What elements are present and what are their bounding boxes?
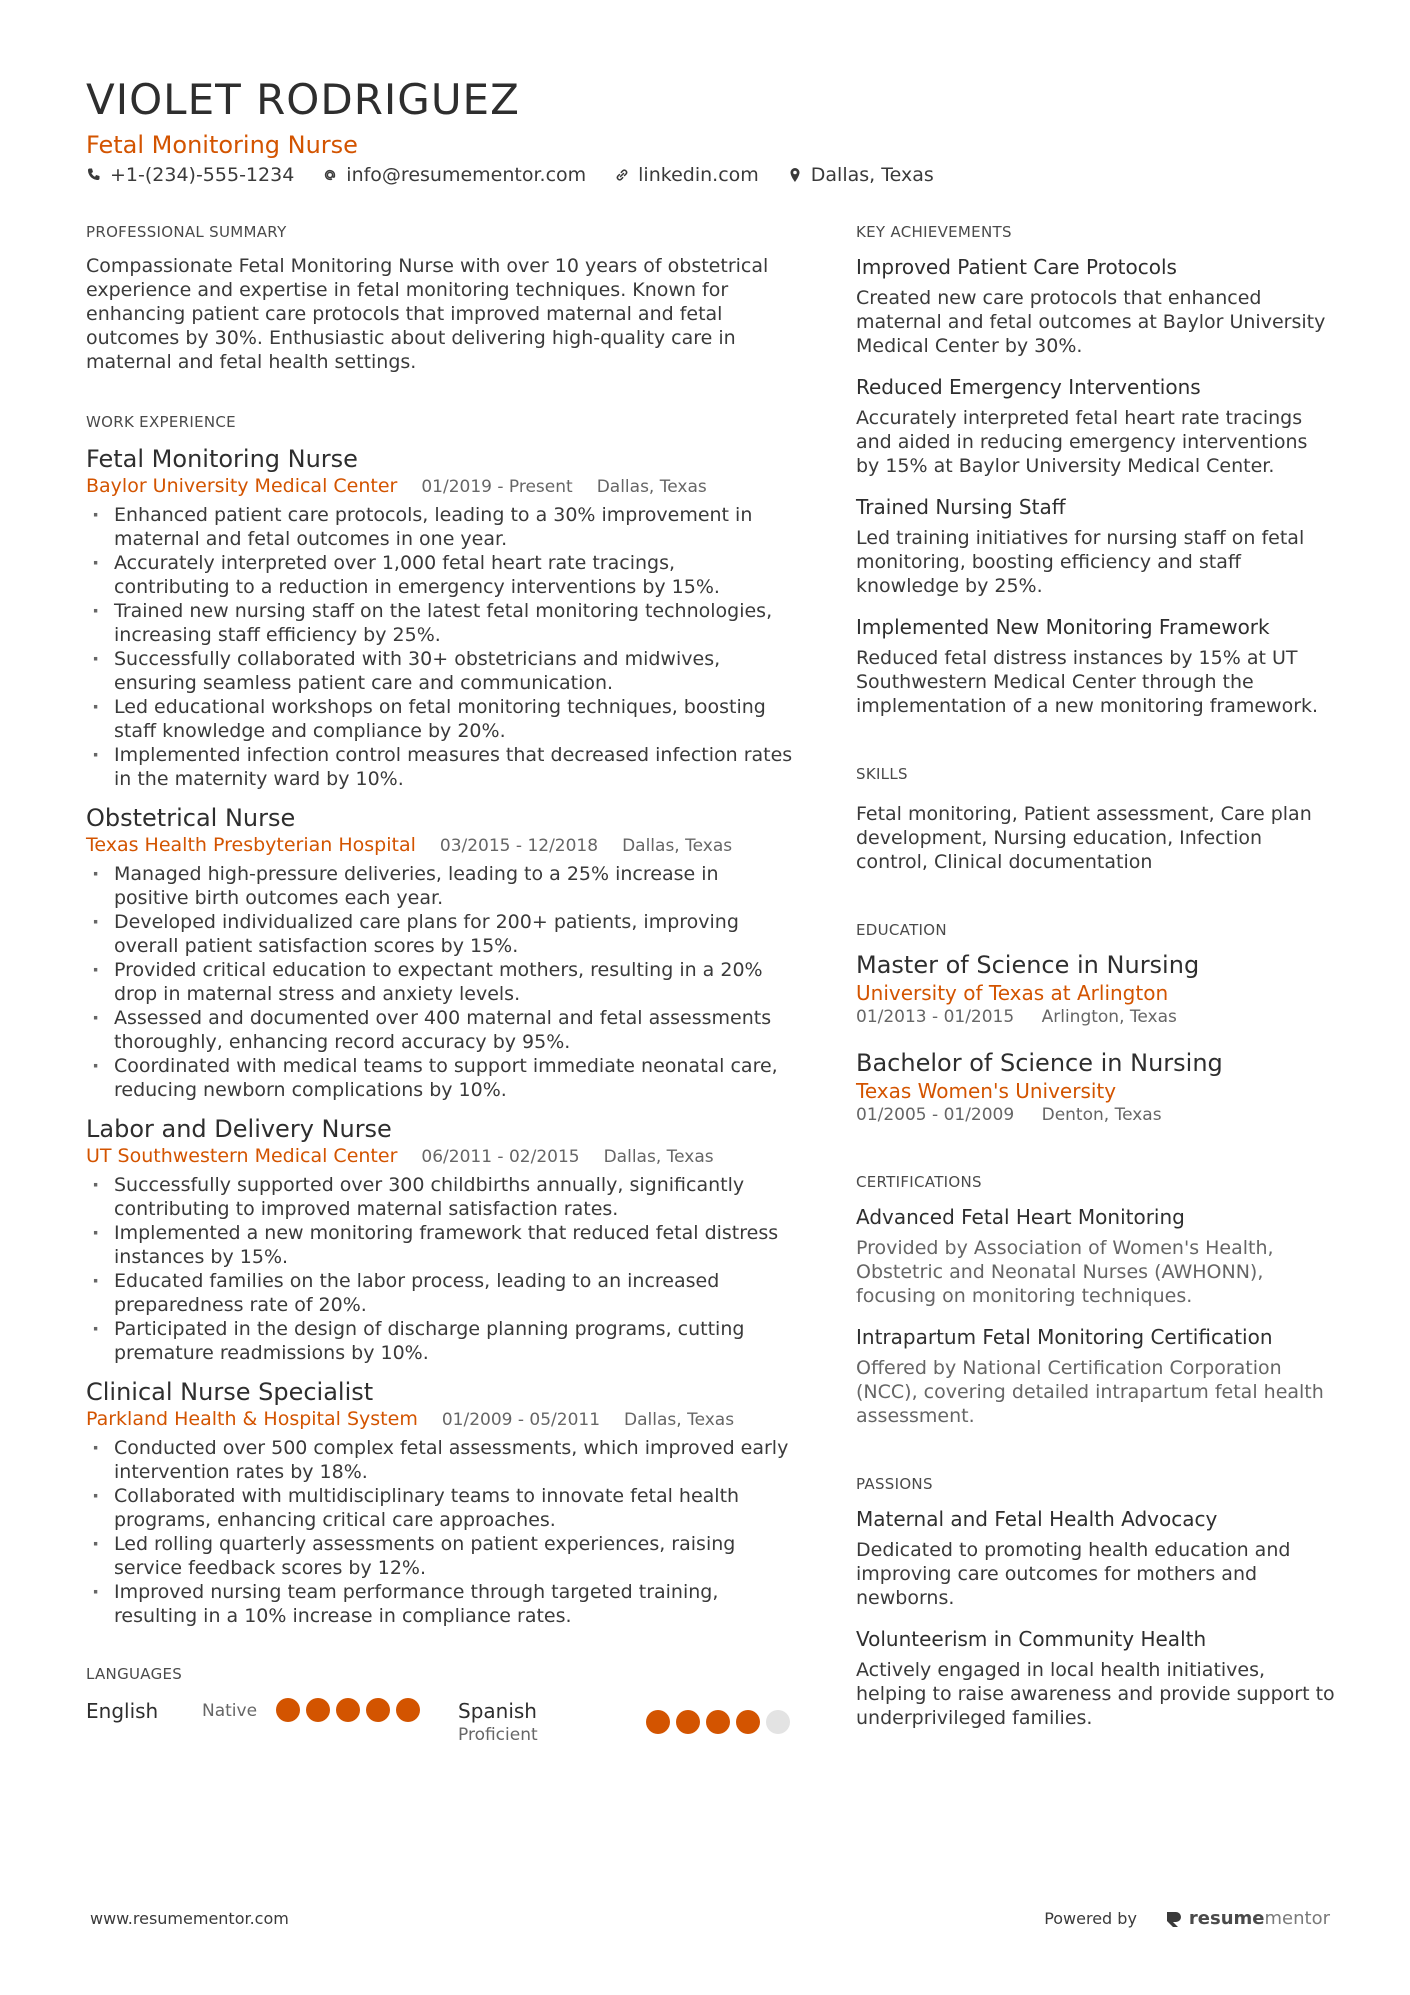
passion-title: Volunteerism in Community Health <box>856 1627 1207 1651</box>
certification-text: Offered by National Certification Corporation (NCC), covering detailed intrapartum fetal health assessment. <box>856 1357 1324 1427</box>
job-bullet: · Led educational workshops on fetal monitoring techniques, boosting staff knowledge and compliance by 20%. <box>86 695 796 743</box>
education-school: University of Texas at Arlington <box>856 981 1169 1005</box>
job-meta <box>86 1144 796 1169</box>
experience-section <box>86 412 796 1628</box>
achievement-item <box>856 374 1336 478</box>
job-entry <box>86 803 796 1102</box>
language-level: Native <box>202 1701 258 1721</box>
resumementor-logo[interactable] <box>1165 1908 1330 1929</box>
job-bullet: · Enhanced patient care protocols, leading to a 30% improvement in maternal and fetal outcomes in one year. <box>86 503 796 551</box>
job-bullet: · Developed individualized care plans for 200+ patients, improving overall patient satisfaction scores by 15%. <box>86 910 796 958</box>
achievement-title: Reduced Emergency Interventions <box>856 375 1201 399</box>
page-footer <box>90 1908 1330 1929</box>
passions-heading: PASSIONS <box>856 1475 933 1493</box>
education-location: Arlington, Texas <box>1041 1007 1177 1027</box>
achievement-title: Trained Nursing Staff <box>856 495 1066 519</box>
contact-phone-text: +1-(234)-555-1234 <box>110 164 295 186</box>
language-spanish <box>458 1698 796 1746</box>
education-item <box>856 950 1336 1028</box>
job-location: Dallas, Texas <box>624 1410 735 1430</box>
contact-location <box>787 164 934 186</box>
education-school: Texas Women's University <box>856 1079 1117 1103</box>
education-degree: Bachelor of Science in Nursing <box>856 1049 1223 1077</box>
job-location: Dallas, Texas <box>603 1147 714 1167</box>
languages-heading: LANGUAGES <box>86 1665 183 1683</box>
job-title: Clinical Nurse Specialist <box>86 1378 374 1406</box>
language-english <box>86 1698 458 1724</box>
job-bullet: · Implemented infection control measures that decreased infection rates in the maternity ward by 10%. <box>86 743 796 791</box>
passion-item <box>856 1506 1336 1610</box>
rating-dot-filled <box>336 1698 360 1722</box>
passions-section <box>856 1474 1336 1730</box>
summary-heading: PROFESSIONAL SUMMARY <box>86 223 287 241</box>
achievement-title: Implemented New Monitoring Framework <box>856 615 1270 639</box>
achievements-section <box>856 222 1336 718</box>
job-title: Obstetrical Nurse <box>86 804 296 832</box>
certifications-section <box>856 1172 1336 1428</box>
phone-icon <box>86 167 102 183</box>
job-bullet: · Educated families on the labor process, leading to an increased preparedness rate of 20%. <box>86 1269 796 1317</box>
languages-section <box>86 1664 796 1746</box>
job-dates: 06/2011 - 02/2015 <box>421 1147 580 1167</box>
job-company: Parkland Health & Hospital System <box>86 1408 418 1430</box>
right-column <box>856 222 1336 1730</box>
link-icon <box>614 167 630 183</box>
contact-email-text: info@resumementor.com <box>346 164 587 186</box>
brand-bold-text: resume <box>1188 1908 1265 1929</box>
achievement-item <box>856 254 1336 358</box>
contact-phone[interactable] <box>86 164 294 186</box>
job-bullet: · Successfully collaborated with 30+ obstetricians and midwives, ensuring seamless patient care and communication. <box>86 647 796 695</box>
rating-dot-filled <box>736 1710 760 1734</box>
education-heading: EDUCATION <box>856 921 947 939</box>
job-bullet: · Improved nursing team performance through targeted training, resulting in a 10% increase in compliance rates. <box>86 1580 796 1628</box>
footer-url-link[interactable]: www.resumementor.com <box>90 1909 289 1928</box>
rating-dot-filled <box>676 1710 700 1734</box>
location-pin-icon <box>787 167 803 183</box>
powered-by-label: Powered by <box>1044 1909 1137 1928</box>
skills-text: Fetal monitoring, Patient assessment, Care plan development, Nursing education, Infection control, Clinical documentation <box>856 803 1312 873</box>
language-name: Spanish <box>458 1699 537 1723</box>
job-entry <box>86 444 796 791</box>
job-company: Baylor University Medical Center <box>86 475 398 497</box>
achievements-heading: KEY ACHIEVEMENTS <box>856 223 1012 241</box>
job-entry <box>86 1377 796 1628</box>
achievement-title: Improved Patient Care Protocols <box>856 255 1177 279</box>
rating-dot-filled <box>396 1698 420 1722</box>
rating-dot-empty <box>766 1710 790 1734</box>
brand-light-text: mentor <box>1264 1908 1330 1929</box>
contact-email[interactable] <box>322 164 586 186</box>
job-bullet: · Managed high-pressure deliveries, leading to a 25% increase in positive birth outcomes each year. <box>86 862 796 910</box>
certification-item <box>856 1204 1336 1308</box>
job-bullet: · Collaborated with multidisciplinary teams to innovate fetal health programs, enhancing critical care approaches. <box>86 1484 796 1532</box>
job-entry <box>86 1114 796 1365</box>
job-bullet: · Accurately interpreted over 1,000 fetal heart rate tracings, contributing to a reduction in emergency interventions by 15%. <box>86 551 796 599</box>
rating-dot-filled <box>646 1710 670 1734</box>
education-dates: 01/2005 - 01/2009 <box>856 1105 1015 1125</box>
at-icon <box>322 167 338 183</box>
certifications-heading: CERTIFICATIONS <box>856 1173 982 1191</box>
language-rating <box>646 1710 796 1734</box>
education-meta <box>856 1104 1336 1126</box>
job-meta <box>86 833 796 858</box>
achievement-item <box>856 614 1336 718</box>
certification-title: Intrapartum Fetal Monitoring Certification <box>856 1325 1273 1349</box>
certification-title: Advanced Fetal Heart Monitoring <box>856 1205 1185 1229</box>
job-dates: 01/2019 - Present <box>421 477 573 497</box>
contact-bar <box>86 164 1326 186</box>
achievement-text: Reduced fetal distress instances by 15% at UT Southwestern Medical Center through the implementation of a new monitoring framework. <box>856 647 1319 717</box>
rating-dot-filled <box>276 1698 300 1722</box>
job-bullet: · Led rolling quarterly assessments on patient experiences, raising service feedback scores by 12%. <box>86 1532 796 1580</box>
education-item <box>856 1048 1336 1126</box>
job-bullet: · Participated in the design of discharge planning programs, cutting premature readmissions by 10%. <box>86 1317 796 1365</box>
job-dates: 03/2015 - 12/2018 <box>439 836 599 856</box>
candidate-role: Fetal Monitoring Nurse <box>86 131 358 159</box>
contact-linkedin-text: linkedin.com <box>638 164 759 186</box>
language-rating <box>276 1698 426 1722</box>
passion-title: Maternal and Fetal Health Advocacy <box>856 1507 1218 1531</box>
job-location: Dallas, Texas <box>622 836 733 856</box>
resumementor-logo-icon <box>1165 1910 1183 1928</box>
job-bullet: · Assessed and documented over 400 maternal and fetal assessments thoroughly, enhancing record accuracy by 95%. <box>86 1006 796 1054</box>
job-bullet: · Trained new nursing staff on the latest fetal monitoring technologies, increasing staff efficiency by 25%. <box>86 599 796 647</box>
achievement-item <box>856 494 1336 598</box>
job-bullets <box>86 1173 796 1365</box>
job-company: UT Southwestern Medical Center <box>86 1145 398 1167</box>
certification-text: Provided by Association of Women's Health, Obstetric and Neonatal Nurses (AWHONN), focusing on monitoring techniques. <box>856 1237 1274 1307</box>
education-degree: Master of Science in Nursing <box>856 951 1200 979</box>
job-bullet: · Successfully supported over 300 childbirths annually, significantly contributing to improved maternal satisfaction rates. <box>86 1173 796 1221</box>
education-location: Denton, Texas <box>1041 1105 1162 1125</box>
job-bullet: · Provided critical education to expectant mothers, resulting in a 20% drop in maternal stress and anxiety levels. <box>86 958 796 1006</box>
left-column <box>86 222 796 1746</box>
education-section <box>856 920 1336 1126</box>
skills-section <box>856 764 1336 874</box>
job-bullet: · Conducted over 500 complex fetal assessments, which improved early intervention rates by 18%. <box>86 1436 796 1484</box>
education-dates: 01/2013 - 01/2015 <box>856 1007 1015 1027</box>
rating-dot-filled <box>366 1698 390 1722</box>
job-bullet: · Coordinated with medical teams to support immediate neonatal care, reducing newborn complications by 10%. <box>86 1054 796 1102</box>
job-bullets <box>86 1436 796 1628</box>
summary-text: Compassionate Fetal Monitoring Nurse with over 10 years of obstetrical experience and expertise in fetal monitoring techniques. Known for enhancing patient care protocols that improved maternal and fetal outcomes by 30%. Enthusiastic about delivering high-quality care in maternal and fetal health settings. <box>86 255 769 373</box>
skills-heading: SKILLS <box>856 765 908 783</box>
job-location: Dallas, Texas <box>596 477 707 497</box>
rating-dot-filled <box>706 1710 730 1734</box>
achievement-text: Accurately interpreted fetal heart rate tracings and aided in reducing emergency interventions by 15% at Baylor University Medical Center. <box>856 407 1308 477</box>
achievement-text: Led training initiatives for nursing staff on fetal monitoring, boosting efficiency and staff knowledge by 25%. <box>856 527 1305 597</box>
certification-item <box>856 1324 1336 1428</box>
job-bullets <box>86 862 796 1102</box>
achievement-text: Created new care protocols that enhanced maternal and fetal outcomes at Baylor University Medical Center by 30%. <box>856 287 1326 357</box>
job-title: Labor and Delivery Nurse <box>86 1115 392 1143</box>
job-meta <box>86 474 796 499</box>
job-title: Fetal Monitoring Nurse <box>86 445 358 473</box>
passion-text: Dedicated to promoting health education and improving care outcomes for mothers and newborns. <box>856 1539 1291 1609</box>
job-company: Texas Health Presbyterian Hospital <box>86 834 416 856</box>
job-meta <box>86 1407 796 1432</box>
summary-section <box>86 222 796 374</box>
passion-item <box>856 1626 1336 1730</box>
languages-row <box>86 1698 796 1746</box>
language-level: Proficient <box>458 1725 538 1745</box>
resume-header <box>86 72 1326 186</box>
education-meta <box>856 1006 1336 1028</box>
candidate-name: VIOLET RODRIGUEZ <box>86 75 520 124</box>
job-bullets <box>86 503 796 791</box>
contact-linkedin[interactable] <box>614 164 759 186</box>
passion-text: Actively engaged in local health initiatives, helping to raise awareness and provide support to underprivileged families. <box>856 1659 1335 1729</box>
job-dates: 01/2009 - 05/2011 <box>441 1410 601 1430</box>
contact-location-text: Dallas, Texas <box>810 164 934 186</box>
rating-dot-filled <box>306 1698 330 1722</box>
experience-heading: WORK EXPERIENCE <box>86 413 236 431</box>
language-name: English <box>86 1699 159 1723</box>
footer-branding <box>1044 1908 1330 1929</box>
language-label-block <box>458 1698 646 1746</box>
job-bullet: · Implemented a new monitoring framework that reduced fetal distress instances by 15%. <box>86 1221 796 1269</box>
